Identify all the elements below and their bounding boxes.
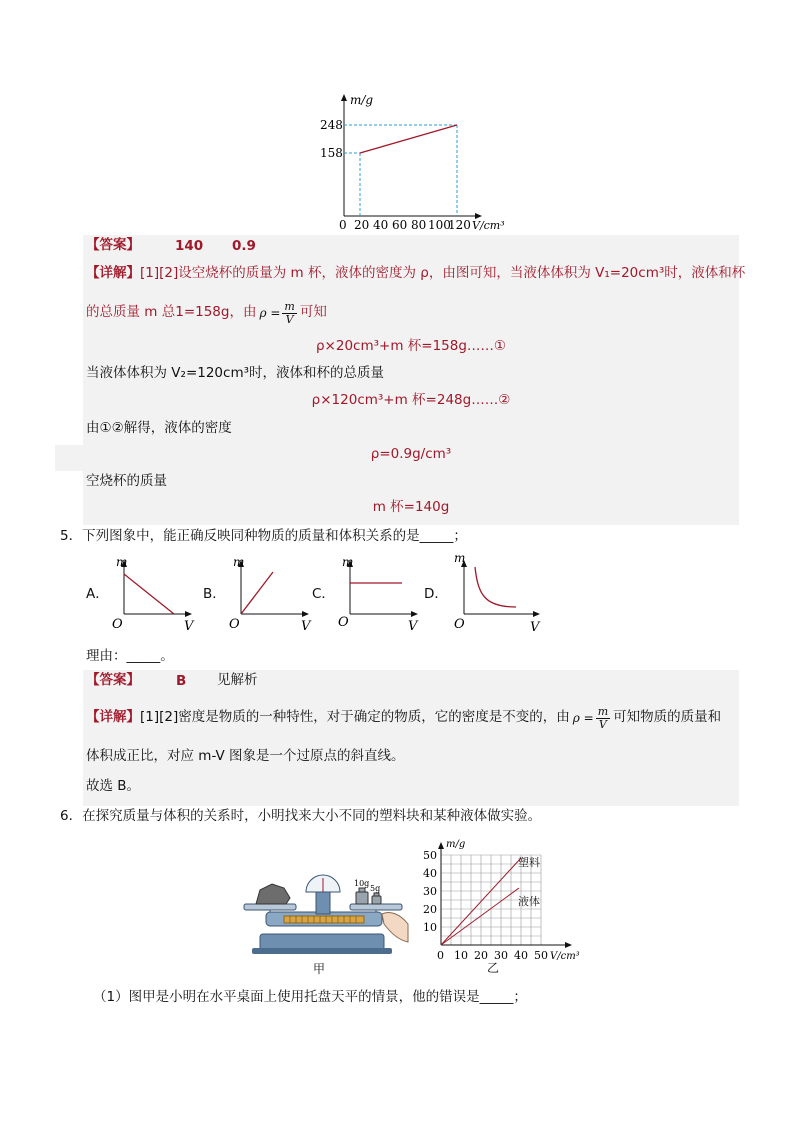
x-axis-label: V/cm³ (472, 219, 505, 232)
series-liquid-line (441, 888, 519, 945)
q5-answer-box (83, 670, 739, 806)
q5-stem: 5．下列图象中，能正确反映同种物质的质量和体积关系的是_____； (60, 528, 467, 544)
q4-detail-text1: [1][2]设空烧杯的质量为 m 杯，液体的密度为 ρ，由图可知，当液体体积为 V₁=20cm³时，液体和杯 (140, 265, 746, 281)
y-tick-30: 30 (423, 885, 437, 898)
formula-fraction (596, 706, 610, 731)
q4-detail-line3: 当液体体积为 V₂=120cm³时，液体和杯的总质量 (86, 365, 385, 381)
y-axis-label: m/g (350, 93, 374, 107)
origin: O (229, 617, 240, 632)
axis-m: m (342, 555, 354, 569)
detail-label: 【详解】 (86, 265, 140, 281)
q5-reason: 理由：_____。 (86, 648, 174, 664)
x-tick-20: 20 (354, 218, 370, 232)
q5-option-a-label: A． (86, 586, 109, 602)
formula-fraction (282, 301, 296, 326)
series-label-plastic: 塑料 (518, 856, 540, 869)
x-tick-60: 60 (392, 218, 408, 232)
density-formula (259, 301, 296, 326)
axis-m: m (454, 551, 466, 565)
x-tick-0: 0 (437, 949, 444, 962)
x-tick-40: 40 (514, 949, 528, 962)
q5-detail-text1b: 可知物质的质量和 (613, 709, 722, 726)
axis-v: V (408, 619, 418, 632)
q5-option-b-label: B． (203, 586, 226, 602)
figure-b-caption: 乙 (487, 961, 500, 975)
answer-label: 【答案】 (86, 672, 140, 688)
axis-v: V (301, 619, 311, 632)
q5-detail-line3: 故选 B。 (86, 778, 141, 794)
axis-v: V (184, 619, 194, 632)
q5-detail-line1 (86, 703, 721, 733)
q4-answer-box-tab (55, 445, 85, 471)
formula-numerator: m (597, 704, 609, 718)
y-tick-158: 158 (320, 146, 343, 160)
q4-detail-line5: 空烧杯的质量 (86, 473, 167, 489)
y-tick-20: 20 (423, 903, 437, 916)
q4-detail-line2 (86, 298, 327, 328)
q5-answer-1: B (176, 673, 187, 689)
x-tick-40: 40 (373, 218, 389, 232)
graph-mass-volume (310, 88, 510, 234)
x-tick-20: 20 (474, 949, 488, 962)
q4-answer-2: 0.9 (232, 238, 256, 254)
x-tick-0: 0 (339, 218, 347, 232)
formula-lhs: ρ = (572, 711, 594, 725)
density-formula (573, 706, 610, 731)
balance-illustration (238, 862, 410, 962)
q4-answer-row (86, 239, 140, 253)
q4-equation-3: ρ=0.9g/cm³ (370, 446, 452, 462)
x-tick-30: 30 (494, 949, 508, 962)
q5-graph-a (110, 550, 200, 632)
q5-graph-c (336, 550, 426, 632)
graph-plastic-liquid (418, 838, 586, 970)
origin: O (338, 615, 349, 630)
y-axis-arrow (341, 94, 347, 101)
q4-equation-4: m 杯=140g (372, 499, 450, 515)
formula-denominator: V (285, 312, 294, 326)
detail-label: 【详解】 (86, 709, 140, 726)
origin: O (454, 617, 465, 632)
formula-numerator: m (284, 299, 295, 313)
y-tick-10: 10 (423, 921, 437, 934)
q4-equation-1: ρ×20cm³+m 杯=158g……① (315, 338, 507, 354)
weight-label-5g: 5g (370, 884, 381, 893)
x-tick-120: 120 (448, 218, 471, 232)
x-tick-10: 10 (454, 949, 468, 962)
q6-stem: 6．在探究质量与体积的关系时，小明找来大小不同的塑料块和某种液体做实验。 (60, 808, 542, 824)
weight-label-10g: 10g (354, 879, 370, 888)
q5-option-d-label: D． (424, 586, 448, 602)
q4-detail-line4: 由①②解得，液体的密度 (86, 420, 232, 436)
x-tick-100: 100 (428, 218, 451, 232)
origin: O (112, 617, 123, 632)
q5-graph-b (227, 550, 317, 632)
q5-graph-d (450, 550, 545, 634)
y-axis-label: m/g (446, 839, 466, 850)
q6-sub-question-1: （1）图甲是小明在水平桌面上使用托盘天平的情景，他的错误是_____； (93, 989, 527, 1005)
y-tick-40: 40 (423, 867, 437, 880)
q4-answer-1: 140 (175, 238, 204, 254)
x-axis-label: V/cm³ (550, 951, 580, 962)
q5-detail-line2: 体积成正比，对应 m-V 图象是一个过原点的斜直线。 (86, 748, 405, 764)
data-line (360, 125, 457, 153)
series-label-liquid: 液体 (518, 895, 540, 908)
q4-detail-text2a: 的总质量 m 总1=158g，由 (86, 304, 257, 321)
axis-v: V (530, 620, 540, 634)
formula-denominator: V (598, 717, 607, 731)
x-tick-50: 50 (534, 949, 548, 962)
y-tick-50: 50 (423, 849, 437, 862)
answer-label: 【答案】 (86, 237, 140, 253)
q4-equation-2: ρ×120cm³+m 杯=248g……② (311, 392, 511, 408)
axis-m: m (116, 555, 128, 569)
figure-a-caption: 甲 (313, 962, 326, 976)
q4-detail-line1 (86, 267, 745, 281)
formula-lhs: ρ = (259, 306, 281, 320)
axis-m: m (233, 555, 245, 569)
q5-detail-text1a: [1][2]密度是物质的一种特性，对于确定的物质，它的密度是不变的，由 (140, 709, 570, 726)
x-tick-80: 80 (411, 218, 427, 232)
q5-option-c-label: C． (312, 586, 335, 602)
y-tick-248: 248 (320, 118, 343, 132)
q5-answer-2: 见解析 (217, 672, 258, 688)
q4-detail-text2b: 可知 (299, 304, 327, 321)
